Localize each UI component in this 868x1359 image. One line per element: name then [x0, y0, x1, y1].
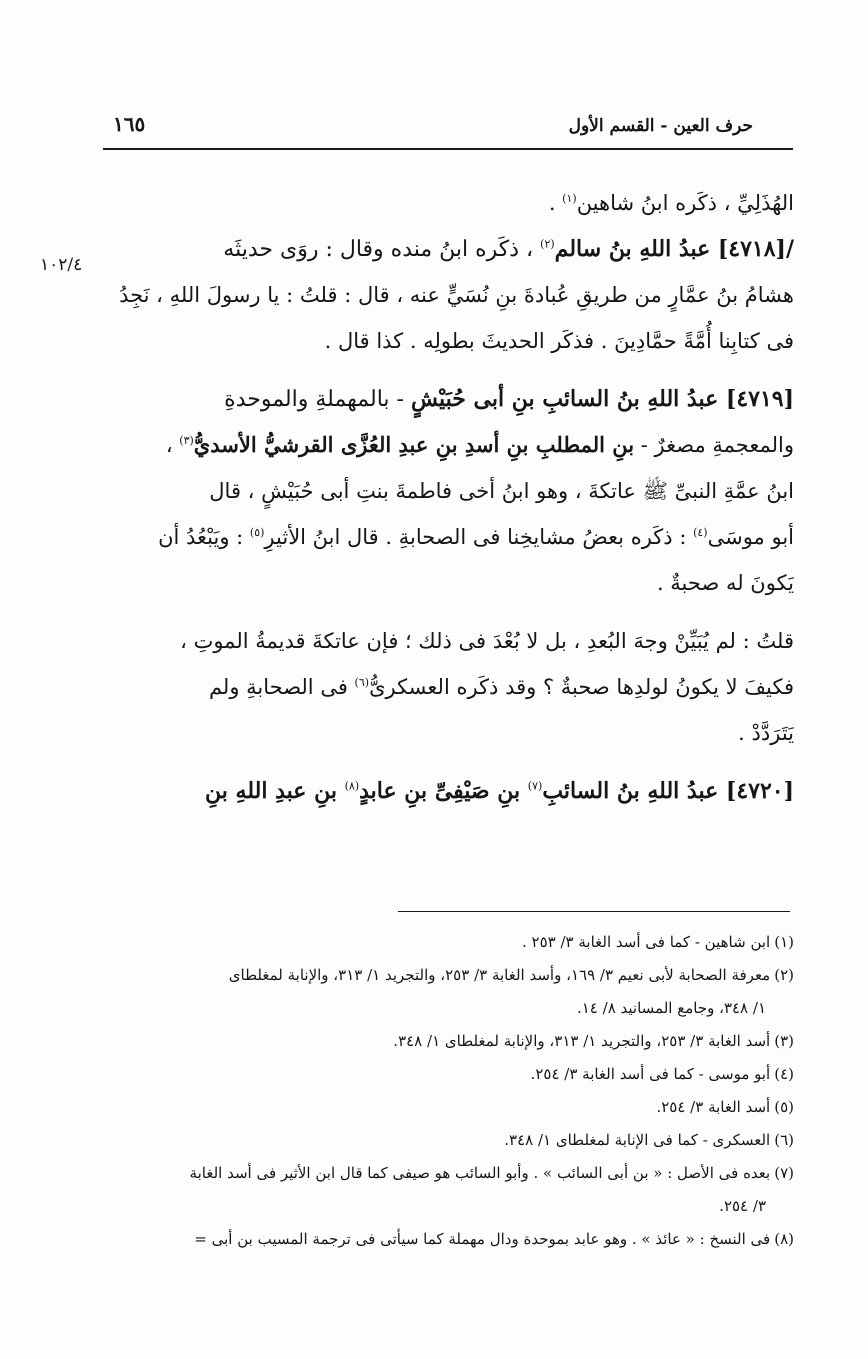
text-line: هشامُ بنُ عمَّارٍ من طريقِ عُبادةَ بنِ نُسَيٍّ عنه ، قال : قلتُ : يا رسولَ اللهِ ، نَجِدُ	[119, 283, 794, 307]
footnote-separator	[398, 911, 790, 912]
footnotes	[104, 926, 794, 1256]
text-line: فكيفَ لا يكونُ لولدِها صحبةٌ ؟ وقد ذكَره العسكرىُّ$^{(٦)}$ فى الصحابةِ ولم	[208, 675, 794, 699]
text-line: يَكونَ له صحبةٌ .	[656, 571, 794, 595]
text-line: يَتَرَدَّدْ .	[738, 721, 794, 745]
entry-heading: [٤٧٢٠] عبدُ اللهِ بنُ السائبِ$^{(٧)}$ بنِ صَيْفِىِّ بنِ عابدٍ$^{(٨)}$ بنِ عبدِ اللهِ بنِ	[205, 778, 794, 804]
footnote: (٤)أبو موسى - كما فى أسد الغابة ٣/ ٢٥٤.	[530, 1065, 794, 1083]
footnote: (٣)أسد الغابة ٣/ ٢٥٣، والتجريد ١/ ٣١٣، والإنابة لمغلطاى ١/ ٣٤٨.	[393, 1032, 794, 1050]
text-line: ابنُ عمَّةِ النبىِّ ﷺ عاتكةَ ، وهو ابنُ أخى فاطمةَ بنتِ أبى حُبَيْشٍ ، قال	[209, 479, 794, 503]
footnote: (٧)بعده فى الأصل : « بن أبى السائب » . وأبو السائب هو صيفى كما قال ابن الأثير فى أسد الغابة	[189, 1164, 794, 1182]
margin-reference: ١٠٢/٤	[40, 255, 83, 275]
text-line: قلتُ : لم يُبَيِّنْ وجهَ البُعدِ ، بل لا بُعْدَ فى ذلك ؛ فإن عاتكةَ قديمةُ الموتِ ،	[180, 629, 794, 653]
footnote: (١)ابن شاهين - كما فى أسد الغابة ٣/ ٢٥٣ .	[521, 933, 794, 951]
page-number: ١٦٥	[113, 112, 146, 136]
text-line: الهُذَلِيِّ ، ذكَره ابنُ شاهين$^{(١)}$ .	[548, 191, 794, 215]
footnote: (٢)معرفة الصحابة لأبى نعيم ٣/ ١٦٩، وأسد الغابة ٣/ ٢٥٣، والتجريد ١/ ٣١٣، والإنابة لمغلطاى	[228, 966, 794, 984]
footnote: (٦)العسكرى - كما فى الإنابة لمغلطاى ١/ ٣٤٨.	[504, 1131, 794, 1149]
text-line: أبو موسَى$^{(٤)}$ : ذكَره بعضُ مشايخِنا فى الصحابةِ . قال ابنُ الأثيرِ$^{(٥)}$ : ويَبْعُدُ أن	[158, 525, 794, 549]
entry-heading: /[٤٧١٨] عبدُ اللهِ بنُ سالم$^{(٢)}$ ، ذكَره ابنُ منده وقال : روَى حديثَه	[223, 236, 794, 262]
text-line: فى كتابِنا أُمَّةً حمَّادِينَ . فذكَر الحديثَ بطولِه . كذا قال .	[324, 329, 794, 353]
main-text	[104, 180, 794, 814]
footnote-continuation: ١/ ٣٤٨، وجامع المسانيد ٨/ ١٤.	[576, 999, 766, 1017]
entry-heading: [٤٧١٩] عبدُ اللهِ بنُ السائبِ بنِ أبى حُبَيْشٍ - بالمهملةِ والموحدةِ	[224, 386, 794, 412]
footnote: (٨)فى النسخ : « عائذ » . وهو عابد بموحدة ودال مهملة كما سيأتى فى ترجمة المسيب بن أبى =	[194, 1230, 794, 1248]
footnote: (٥)أسد الغابة ٣/ ٢٥٤.	[656, 1098, 794, 1116]
text-line: والمعجمةِ مصغرٌ - بنِ المطلبِ بنِ أسدِ بنِ عبدِ العُزَّى القرشيُّ الأسديُّ$^{(٣)}$ ،	[165, 432, 794, 457]
page-header	[103, 108, 793, 150]
footnote-continuation: ٣/ ٢٥٤.	[719, 1197, 766, 1215]
running-title: حرف العين - القسم الأول	[568, 116, 753, 136]
